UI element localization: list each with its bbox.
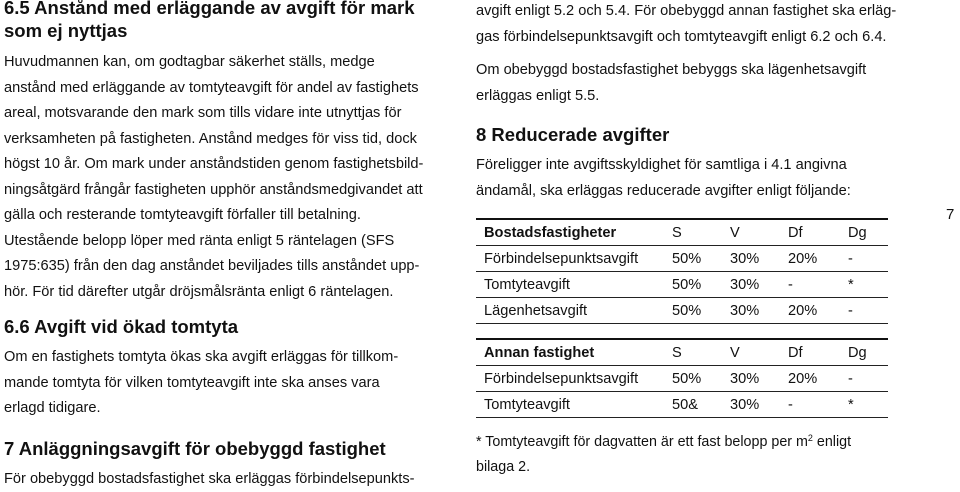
table-cell: 50& [664, 392, 722, 418]
table-row [476, 298, 888, 324]
section-8-body [476, 153, 916, 204]
table-cell: Lägenhetsavgift [476, 298, 664, 324]
text-line: Om obebyggd bostadsfastighet bebyggs ska lägenhetsavgift [476, 58, 916, 84]
table-row [476, 272, 888, 298]
table-header-cell: S [664, 219, 722, 246]
section-6-6-heading: 6.6 Avgift vid ökad tomtyta [4, 315, 436, 338]
table-row [476, 366, 888, 392]
table-cell: Tomtyteavgift [476, 272, 664, 298]
section-8-heading: 8 Reducerade avgifter [476, 123, 916, 146]
text-line: ändamål, ska erläggas reducerade avgifter enligt följande: [476, 179, 916, 205]
left-column [4, 0, 436, 492]
table-cell: - [780, 272, 840, 298]
page-number: 7 [946, 206, 954, 223]
table-row [476, 392, 888, 418]
table-cell: 30% [722, 392, 780, 418]
reduced-fees-table-other [476, 338, 888, 418]
text-line: För obebyggd bostadsfastighet ska erläggas förbindelsepunkts- [4, 467, 436, 492]
section-6-6-body [4, 345, 436, 422]
table-cell: - [840, 298, 888, 324]
table-header-cell: Dg [840, 219, 888, 246]
table-row [476, 246, 888, 272]
footnote-line [476, 430, 916, 455]
text-line: erläggas enligt 5.5. [476, 84, 916, 110]
section-6-5-heading [4, 0, 436, 42]
table-cell: 20% [780, 298, 840, 324]
section-7-heading: 7 Anläggningsavgift för obebyggd fastighet [4, 437, 436, 460]
bebyggs-paragraph [476, 58, 916, 109]
text-line: Huvudmannen kan, om godtagbar säkerhet ställs, medge [4, 50, 436, 76]
table-header-row [476, 219, 888, 246]
text-line: anstånd med erläggande av tomtyteavgift för andel av fastighets [4, 76, 436, 102]
table-header-cell: S [664, 339, 722, 366]
text-line: ningsåtgärd frångår fastigheten upphör anståndsmedgivandet att [4, 178, 436, 204]
table-cell: Förbindelsepunktsavgift [476, 246, 664, 272]
table-cell: - [840, 366, 888, 392]
footnote-text: enligt [813, 434, 851, 450]
text-line: gälla och resterande tomtyteavgift förfaller till betalning. [4, 203, 436, 229]
table-cell: - [780, 392, 840, 418]
table-header-cell: Df [780, 339, 840, 366]
table-header-cell: V [722, 219, 780, 246]
table-cell: * [840, 392, 888, 418]
footnote [476, 430, 916, 480]
text-line: gas förbindelsepunktsavgift och tomtyteavgift enligt 6.2 och 6.4. [476, 25, 916, 51]
table-header-cell: Df [780, 219, 840, 246]
section-6-5-body [4, 50, 436, 305]
text-line: Föreligger inte avgiftsskyldighet för samtliga i 4.1 angivna [476, 153, 916, 179]
table-header-cell: V [722, 339, 780, 366]
table-cell: 30% [722, 246, 780, 272]
table-cell: Tomtyteavgift [476, 392, 664, 418]
table-cell: 30% [722, 366, 780, 392]
heading-line: som ej nyttjas [4, 19, 436, 42]
footnote-superscript: 2 [808, 433, 813, 443]
table-header-cell: Dg [840, 339, 888, 366]
table-cell: 20% [780, 366, 840, 392]
table-cell: 30% [722, 272, 780, 298]
footnote-text: * Tomtyteavgift för dagvatten är ett fast belopp per m [476, 434, 808, 450]
text-line: erlagd tidigare. [4, 396, 436, 422]
right-column [476, 0, 916, 480]
text-line: verksamheten på fastigheten. Anstånd medges för viss tid, dock [4, 127, 436, 153]
text-line: högst 10 år. Om mark under anståndstiden genom fastighetsbild- [4, 152, 436, 178]
text-line: Om en fastighets tomtyta ökas ska avgift erläggas för tillkom- [4, 345, 436, 371]
text-line: hör. För tid därefter utgår dröjsmålsränta enligt 6 räntelagen. [4, 280, 436, 306]
reduced-fees-table-residential [476, 218, 888, 324]
continuation-paragraph [476, 0, 916, 50]
footnote-line: bilaga 2. [476, 455, 916, 480]
table-cell: 50% [664, 272, 722, 298]
table-cell: 30% [722, 298, 780, 324]
table-cell: * [840, 272, 888, 298]
table-header-row [476, 339, 888, 366]
table-cell: 50% [664, 298, 722, 324]
table-cell: 50% [664, 366, 722, 392]
table-cell: - [840, 246, 888, 272]
text-line: areal, motsvarande den mark som tills vidare inte utnyttjas för [4, 101, 436, 127]
table-cell: Förbindelsepunktsavgift [476, 366, 664, 392]
table-header-cell: Bostadsfastigheter [476, 219, 664, 246]
text-line: mande tomtyta för vilken tomtyteavgift inte ska anses vara [4, 371, 436, 397]
text-line: 1975:635) från den dag anståndet beviljades tills anståndet upp- [4, 254, 436, 280]
text-line: avgift enligt 5.2 och 5.4. För obebyggd annan fastighet ska erläg- [476, 0, 916, 25]
table-cell: 50% [664, 246, 722, 272]
text-line: Utestående belopp löper med ränta enligt 5 räntelagen (SFS [4, 229, 436, 255]
table-cell: 20% [780, 246, 840, 272]
heading-line: 6.5 Anstånd med erläggande av avgift för mark [4, 0, 436, 19]
table-header-cell: Annan fastighet [476, 339, 664, 366]
section-7-body [4, 467, 436, 492]
